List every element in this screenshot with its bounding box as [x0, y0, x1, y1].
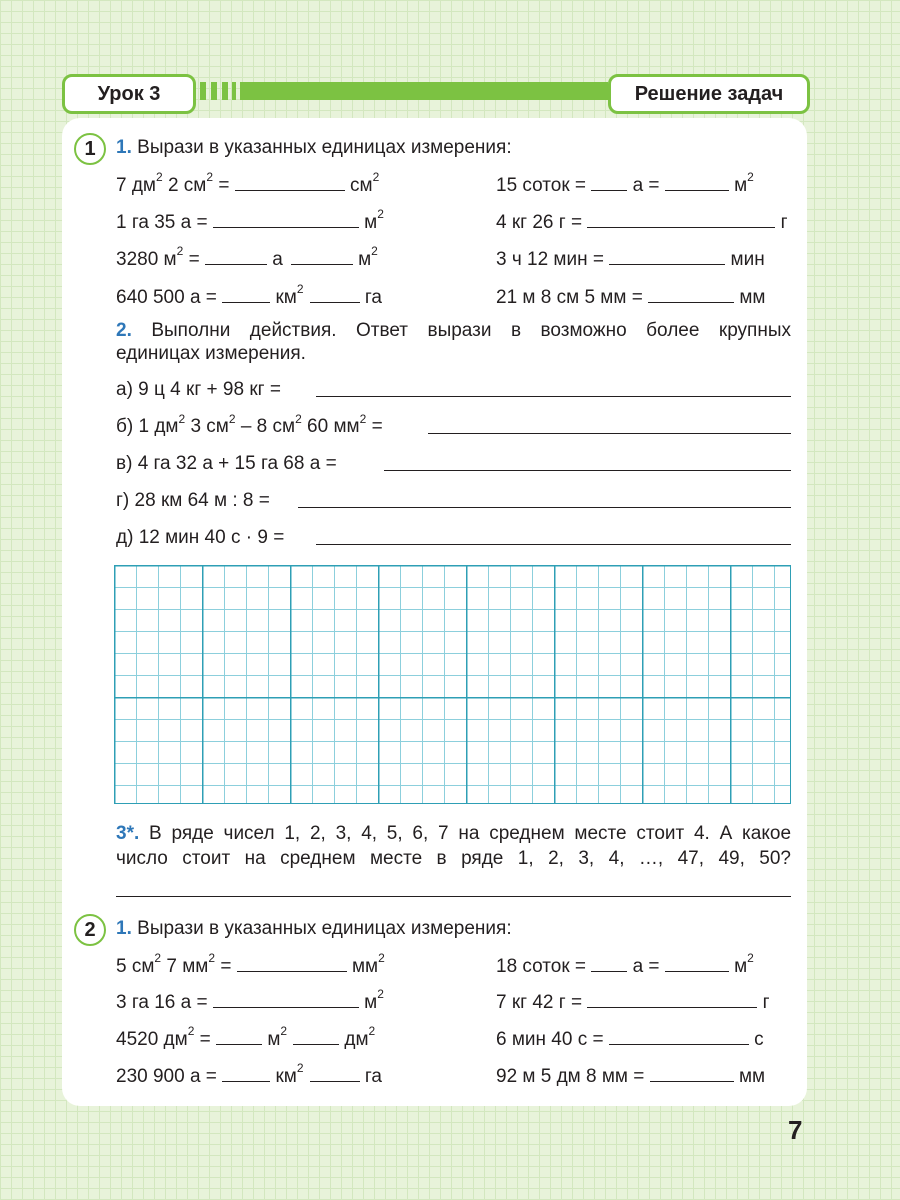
answer-line[interactable] [316, 396, 791, 397]
answer-blank[interactable] [587, 211, 775, 228]
answer-blank[interactable] [213, 211, 359, 228]
operation-item: д) 12 мин 40 с · 9 = [116, 527, 285, 548]
graph-paper-workspace[interactable] [114, 565, 791, 804]
task-number: 1. [116, 918, 132, 939]
header-stripe [200, 82, 206, 100]
task-number: 3*. [116, 823, 140, 844]
answer-blank[interactable] [216, 1028, 262, 1045]
conversion-row: 4520 $дм^2 = м^2$ $дм^2$ [116, 1024, 376, 1050]
answer-blank[interactable] [235, 174, 345, 191]
operation-item: а) 9 ц 4 кг + 98 кг = [116, 379, 281, 400]
answer-blank[interactable] [650, 1065, 734, 1082]
task-2-heading-continued: единицах измерения. [116, 343, 306, 364]
lesson-label: Урок 3 [62, 74, 196, 114]
page-number: 7 [788, 1115, 803, 1145]
conversion-row: 1 га 35 $а = м^2$ [116, 207, 384, 233]
answer-blank[interactable] [205, 248, 267, 265]
conversion-row: 640 500 $а = км^2$ га [116, 282, 382, 308]
answer-blank[interactable] [665, 955, 729, 972]
answer-blank[interactable] [609, 248, 725, 265]
conversion-row: 15 соток = $а = м^2$ [496, 170, 754, 196]
task-1-heading [116, 137, 512, 159]
conversion-row: 5 $см^2$ 7 $мм^2 = мм^2$ [116, 951, 385, 977]
conversion-row: 21 м 8 см 5 мм = мм [496, 287, 766, 308]
section-badge-1: 1 [74, 133, 106, 165]
conversion-row: 3280 $м^2 = а$ $м^2$ [116, 244, 378, 270]
header-stripe [211, 82, 217, 100]
answer-line[interactable] [384, 470, 791, 471]
answer-blank[interactable] [222, 1065, 270, 1082]
answer-blank[interactable] [310, 286, 360, 303]
conversion-row: 3 га 16 $а = м^2$ [116, 987, 384, 1013]
answer-line[interactable] [428, 433, 791, 434]
answer-blank[interactable] [648, 286, 734, 303]
operation-item: в) 4 га 32 а + 15 га 68 а = [116, 453, 337, 474]
task-number: 2. [116, 320, 132, 341]
task-number: 1. [116, 137, 132, 158]
section-badge-2: 2 [74, 914, 106, 946]
conversion-row: 230 900 $а = км^2$ га [116, 1061, 382, 1087]
header-stripe [222, 82, 228, 100]
answer-blank[interactable] [609, 1028, 749, 1045]
answer-blank[interactable] [591, 955, 627, 972]
conversion-row: 4 кг 26 г = г [496, 212, 788, 233]
task-title: Вырази в указанных единицах измерения: [137, 918, 512, 939]
task-text: В ряде чисел 1, 2, 3, 4, 5, 6, 7 на среднем месте стоит 4. А какое [149, 823, 792, 844]
answer-blank[interactable] [591, 174, 627, 191]
conversion-row: 3 ч 12 мин = мин [496, 249, 765, 270]
answer-blank[interactable] [310, 1065, 360, 1082]
header-stripe [232, 82, 236, 100]
header-bar [240, 82, 608, 100]
answer-blank[interactable] [213, 991, 359, 1008]
task-3-text-continued: число стоит на среднем месте в ряде 1, 2, 3, 4, …, 47, 49, 50? [116, 848, 791, 869]
topic-label: Решение задач [608, 74, 810, 114]
operation-item: б) 1 $дм^2$ 3 $см^2 - 8$ $см^2$ 60 $мм^2$ = [116, 412, 383, 437]
task-title: Выполни действия. Ответ вырази в возможно более крупных [151, 320, 791, 341]
operation-item: г) 28 км 64 м : 8 = [116, 490, 270, 511]
conversion-row: 7 кг 42 г = г [496, 992, 770, 1013]
answer-line[interactable] [116, 896, 791, 897]
answer-line[interactable] [298, 507, 791, 508]
answer-line[interactable] [316, 544, 791, 545]
conversion-row: 18 соток = $а = м^2$ [496, 951, 754, 977]
conversion-row: 6 мин 40 с = с [496, 1029, 764, 1050]
answer-blank[interactable] [665, 174, 729, 191]
task-3-heading [116, 821, 791, 846]
task-1-heading [116, 918, 512, 940]
task-title: Вырази в указанных единицах измерения: [137, 137, 512, 158]
conversion-row: 7 $дм^2$ 2 $см^2 = см^2$ [116, 170, 380, 196]
answer-blank[interactable] [237, 955, 347, 972]
answer-blank[interactable] [291, 248, 353, 265]
answer-blank[interactable] [293, 1028, 339, 1045]
answer-blank[interactable] [587, 991, 757, 1008]
task-2-heading [116, 318, 791, 343]
conversion-row: 92 м 5 дм 8 мм = мм [496, 1066, 766, 1087]
answer-blank[interactable] [222, 286, 270, 303]
